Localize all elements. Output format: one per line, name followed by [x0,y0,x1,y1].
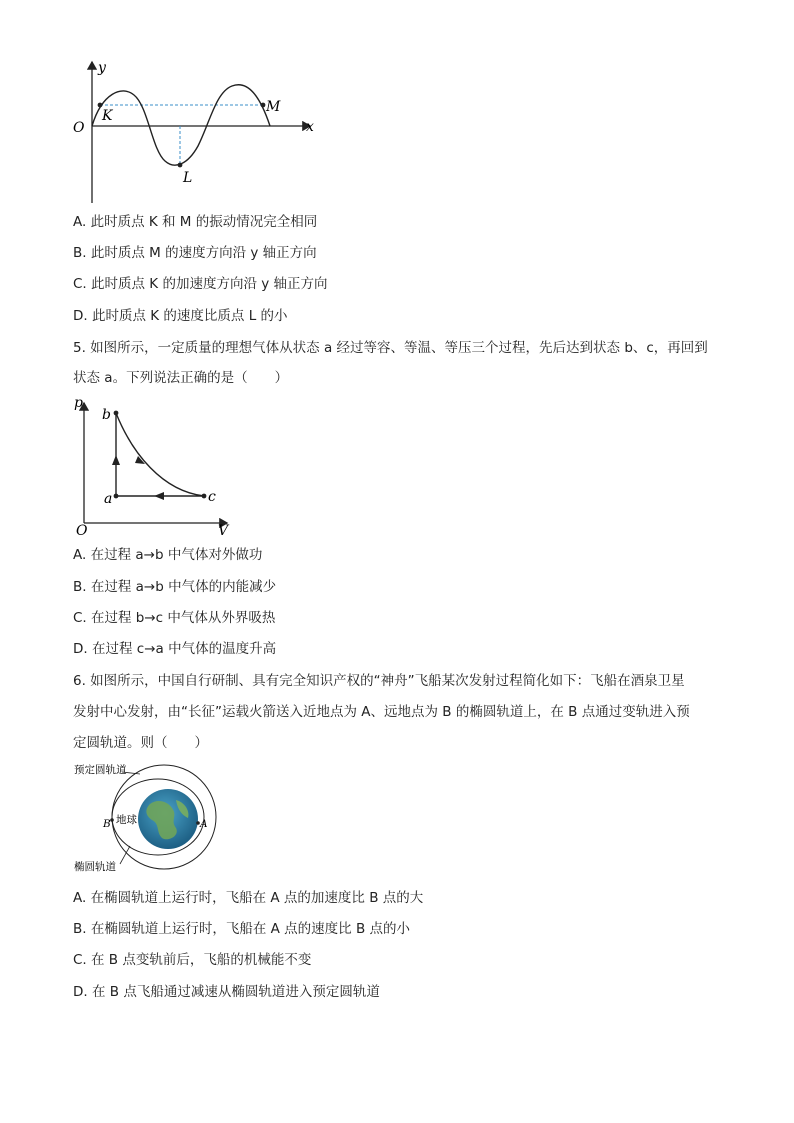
q6-stem-line2: 发射中心发射，由“长征”运载火箭送入近地点为 A、远地点为 B 的椭圆轨道上，在 B 点通过变轨进入预 [73,704,690,720]
q4-option-a: A. 此时质点 K 和 M 的振动情况完全相同 [73,214,318,230]
ellipse-orbit-label: 椭圆轨道 [74,861,116,873]
point-b-label: B [103,818,111,830]
state-c-label: c [208,489,216,505]
orbit-diagram [72,760,222,878]
p-axis-label: p [74,395,83,411]
x-axis-label: x [306,119,314,135]
point-m-label: M [266,99,281,115]
q5-option-d: D. 在过程 c→a 中气体的温度升高 [73,641,277,657]
circular-orbit-label: 预定圆轨道 [74,764,127,776]
q6-option-d: D. 在 B 点飞船通过减速从椭圆轨道进入预定圆轨道 [73,984,380,1000]
v-axis-label: V [218,523,229,538]
q4-option-c: C. 此时质点 K 的加速度方向沿 y 轴正方向 [73,276,328,292]
q6-stem-line1: 6. 如图所示，中国自行研制、具有完全知识产权的“神舟”飞船某次发射过程简化如下：飞船在酒泉卫星 [73,673,685,689]
state-a-label: a [104,491,113,507]
q6-option-c: C. 在 B 点变轨前后，飞船的机械能不变 [73,952,312,968]
point-k-label: K [102,108,113,124]
q5-option-b: B. 在过程 a→b 中气体的内能减少 [73,579,277,595]
point-a-label: A [200,818,208,830]
pv-diagram [72,393,242,538]
origin-label: O [73,120,85,136]
q4-option-d: D. 此时质点 K 的速度比质点 L 的小 [73,308,288,324]
q6-option-a: A. 在椭圆轨道上运行时，飞船在 A 点的加速度比 B 点的大 [73,890,424,906]
q5-option-c: C. 在过程 b→c 中气体从外界吸热 [73,610,276,626]
q5-stem-line1: 5. 如图所示，一定质量的理想气体从状态 a 经过等容、等温、等压三个过程，先后达到状态 b、c，再回到 [73,340,708,356]
q6-stem-line3: 定圆轨道。则（ ） [73,735,208,751]
q4-option-b: B. 此时质点 M 的速度方向沿 y 轴正方向 [73,245,317,261]
earth-label: 地球 [116,814,137,826]
y-axis-label: y [98,60,106,76]
pv-origin-label: O [76,523,88,538]
q5-stem-line2: 状态 a。下列说法正确的是（ ） [73,370,289,386]
wave-figure [70,58,330,208]
q5-option-a: A. 在过程 a→b 中气体对外做功 [73,547,263,563]
q6-option-b: B. 在椭圆轨道上运行时，飞船在 A 点的速度比 B 点的小 [73,921,411,937]
point-l-label: L [183,170,193,186]
state-b-label: b [102,407,111,423]
wave-curve [92,85,270,165]
